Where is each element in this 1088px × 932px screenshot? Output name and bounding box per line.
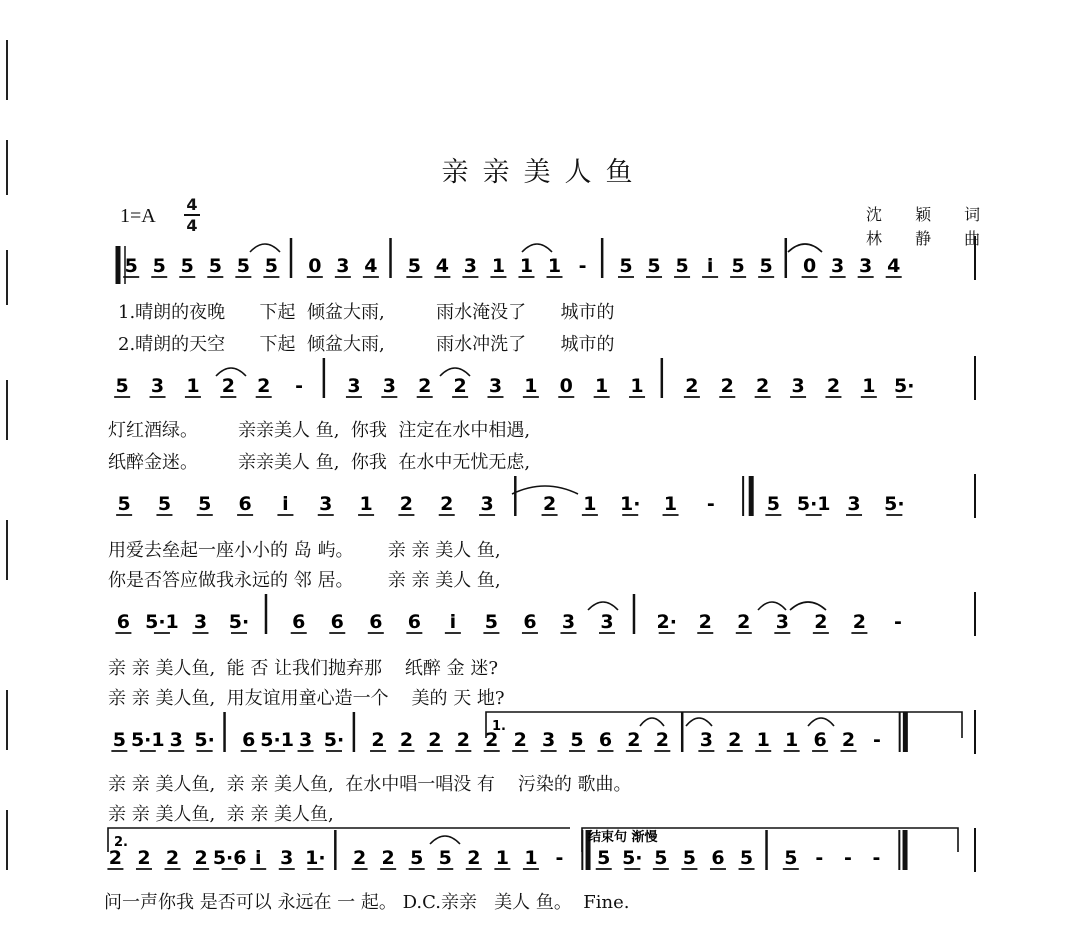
note-digit: 2 [456, 729, 470, 751]
note-digit: 4 [887, 255, 901, 277]
note-digit: 5 [208, 255, 222, 277]
note-digit: 6 [711, 847, 725, 869]
note-digit: 5 [264, 255, 278, 277]
note-digit: 1 [359, 493, 373, 515]
volta-1-bracket [486, 712, 962, 738]
note-digit: 5 [410, 847, 424, 869]
note-digit: 1 [547, 255, 562, 277]
note-digit: 5·1 [796, 493, 831, 515]
slur [790, 602, 826, 610]
note-digit: 1 [519, 255, 534, 277]
slur [430, 836, 460, 844]
note-digit: 2 [627, 729, 641, 751]
note-digit: 2 [728, 729, 742, 751]
note-digit: 2· [656, 611, 677, 633]
note-digit: 2 [257, 375, 271, 397]
note-digit: 1 [583, 493, 597, 515]
volta-2-label: 2. [114, 835, 128, 850]
note-digit: 3 [488, 375, 503, 397]
note-digit: 2 [221, 375, 235, 397]
note-digit: 2 [108, 847, 123, 869]
note-digit: 1 [495, 847, 509, 869]
volta-1-label: 1. [492, 719, 506, 734]
note-digit: 2 [440, 493, 454, 515]
note-digit: 2 [826, 375, 841, 397]
note-digit: 5 [654, 847, 668, 869]
slur [250, 244, 280, 252]
note-digit: 5 [198, 493, 212, 515]
note-digit: - [843, 847, 852, 869]
lyric-line: 纸醉金迷。 亲亲美人 鱼, 你我 在水中无忧无虑, [108, 452, 531, 473]
note-digit: 5 [438, 847, 452, 869]
note-digit: 1 [524, 847, 538, 869]
note-digit: 5·1 [145, 611, 179, 633]
note-digit: 5 [784, 847, 798, 869]
slur [522, 244, 552, 252]
note-digit: 1 [862, 375, 876, 397]
note-digit: - [295, 375, 304, 397]
note-digit: i [449, 611, 457, 633]
note-digit: 2 [756, 375, 770, 397]
note-digit: 3 [169, 729, 183, 751]
note-digit: - [872, 729, 881, 751]
note-digit: 2 [399, 493, 414, 515]
slur [758, 602, 786, 610]
note-digit: 5 [484, 611, 499, 633]
note-digit: 1 [663, 493, 678, 515]
note-digit: 5 [117, 493, 131, 515]
note-digit: 2 [542, 493, 557, 515]
note-digit: 5 [675, 255, 689, 277]
lyric-line: 用爱去垒起一座小小的 岛 屿。 亲 亲 美人 鱼, [108, 540, 501, 561]
note-digit: 2 [418, 375, 432, 397]
note-digit: 2 [852, 611, 867, 633]
lyricist-credit: 沈 颖 词 [866, 205, 995, 224]
note-digit: 5 [619, 255, 633, 277]
note-digit: i [706, 255, 714, 277]
note-digit: 2 [165, 847, 180, 869]
note-digit: 4 [435, 255, 449, 277]
coda-label: 结束句 渐慢 [588, 830, 658, 845]
note-digit: 2 [841, 729, 856, 751]
note-digit: 2 [685, 375, 699, 397]
note-digit: 2 [737, 611, 751, 633]
note-digit: 3 [847, 493, 861, 515]
note-digit: 2 [720, 375, 734, 397]
note-digit: 5· [893, 375, 915, 397]
note-digit: 5 [152, 255, 166, 277]
note-digit: 6 [330, 611, 344, 633]
note-digit: 5· [323, 729, 345, 751]
note-digit: 5 [157, 493, 172, 515]
note-digit: 3 [463, 255, 478, 277]
note-digit: 6 [116, 611, 131, 633]
note-digit: 3 [336, 255, 350, 277]
note-digit: 5 [236, 255, 250, 277]
note-digit: 2 [814, 611, 828, 633]
note-digit: 5·6 [212, 847, 247, 869]
note-digit: 5 [759, 255, 773, 277]
note-digit: 6 [292, 611, 306, 633]
note-digit: - [706, 493, 715, 515]
note-digit: 2 [453, 375, 467, 397]
note-digit: 5 [407, 255, 421, 277]
slur [588, 602, 618, 610]
note-digit: 6 [598, 729, 613, 751]
note-digit: 2 [428, 729, 442, 751]
note-digit: 4 [364, 255, 378, 277]
note-digit: 5 [124, 255, 138, 277]
note-digit: - [872, 847, 881, 869]
note-digit: 1· [619, 493, 641, 515]
note-digit: 3 [193, 611, 208, 633]
note-digit: 5·1 [260, 729, 294, 751]
song-title: 亲亲美人鱼 [441, 157, 647, 188]
note-digit: 5· [228, 611, 250, 633]
lyric-line: 你是否答应做我永远的 邻 居。 亲 亲 美人 鱼, [108, 570, 501, 591]
slur [788, 244, 822, 252]
note-digit: 1 [630, 375, 644, 397]
note-digit: 6 [523, 611, 537, 633]
slur [686, 718, 712, 726]
note-digit: 6 [407, 611, 421, 633]
note-digit: 3 [150, 375, 165, 397]
note-digit: 3 [561, 611, 576, 633]
lyric-line: 亲 亲 美人鱼, 能 否 让我们抛弃那 纸醉 金 迷? [108, 658, 499, 679]
note-digit: 2 [513, 729, 527, 751]
note-digit: 5 [570, 729, 584, 751]
note-digit: 2 [194, 847, 208, 869]
note-digit: 5 [766, 493, 780, 515]
note-digit: 3 [859, 255, 873, 277]
note-digit: - [578, 255, 587, 277]
note-digit: 1· [305, 847, 326, 869]
lyric-line: 灯红酒绿。 亲亲美人 鱼, 你我 注定在水中相遇, [108, 420, 531, 441]
note-digit: 1 [756, 729, 770, 751]
note-digit: 5 [739, 847, 754, 869]
note-digit: 2 [352, 847, 367, 869]
note-digit: 5 [180, 255, 194, 277]
time-signature-bottom: 4 [186, 216, 198, 235]
note-digit: 2 [655, 729, 669, 751]
note-digit: 2 [399, 729, 414, 751]
note-digit: 5· [194, 729, 215, 751]
note-digit: 3 [541, 729, 556, 751]
note-digit: 2 [381, 847, 395, 869]
note-digit: 6 [813, 729, 827, 751]
note-digit: i [282, 493, 289, 515]
note-digit: 5 [647, 255, 661, 277]
note-digit: 3 [699, 729, 713, 751]
note-digit: 3 [298, 729, 313, 751]
note-digit: 5 [597, 847, 611, 869]
note-digit: 0 [802, 255, 817, 277]
lyric-line: 亲 亲 美人鱼, 用友谊用童心造一个 美的 天 地? [108, 688, 505, 709]
note-digit: 0 [308, 255, 322, 277]
time-signature-top: 4 [186, 195, 198, 214]
lyric-line: 2.晴朗的天空 下起 倾盆大雨, 雨水冲洗了 城市的 [118, 334, 615, 355]
lyric-line: 问一声你我 是否可以 永远在 一 起。 D.C.亲亲 美人 鱼。 Fine. [104, 892, 630, 913]
note-digit: 3 [831, 255, 845, 277]
note-digit: 0 [559, 375, 573, 397]
note-digit: - [555, 847, 564, 869]
note-digit: 3 [775, 611, 789, 633]
note-digit: 1 [491, 255, 506, 277]
note-digit: 6 [238, 493, 252, 515]
note-digit: 5 [112, 729, 126, 751]
note-digit: 3 [382, 375, 396, 397]
composer-credit: 林 静 曲 [866, 229, 995, 248]
note-digit: - [893, 611, 902, 633]
note-digit: 3 [480, 493, 494, 515]
note-digit: 2 [371, 729, 385, 751]
note-digit: 1 [186, 375, 200, 397]
lyric-line: 1.晴朗的夜晚 下起 倾盆大雨, 雨水淹没了 城市的 [118, 302, 615, 323]
note-digit: 6 [242, 729, 256, 751]
note-digit: 1 [595, 375, 609, 397]
note-digit: 2 [467, 847, 481, 869]
note-digit: 2 [698, 611, 712, 633]
note-digit: 5· [884, 493, 905, 515]
lyric-line: 亲 亲 美人鱼, 亲 亲 美人鱼, 在水中唱一唱没 有 污染的 歌曲。 [108, 774, 632, 795]
note-digit: 5 [682, 847, 697, 869]
note-digit: 5 [731, 255, 745, 277]
note-digit: 2 [485, 729, 499, 751]
note-digit: 1 [524, 375, 538, 397]
note-digit: 3 [791, 375, 805, 397]
note-digit: 2 [137, 847, 151, 869]
note-digit: 3 [600, 611, 614, 633]
note-digit: i [254, 847, 262, 869]
lyric-line: 亲 亲 美人鱼, 亲 亲 美人鱼, [108, 804, 334, 825]
slur [640, 718, 664, 726]
note-digit: - [815, 847, 824, 869]
note-digit: 5 [115, 375, 129, 397]
note-digit: 1 [785, 729, 799, 751]
note-digit: 3 [319, 493, 333, 515]
note-digit: 5· [622, 847, 643, 869]
note-digit: 3 [347, 375, 361, 397]
slur [808, 718, 834, 726]
note-digit: 5·1 [130, 729, 165, 751]
note-digit: 6 [369, 611, 383, 633]
note-digit: 3 [280, 847, 294, 869]
key-signature: 1=A [120, 205, 156, 227]
